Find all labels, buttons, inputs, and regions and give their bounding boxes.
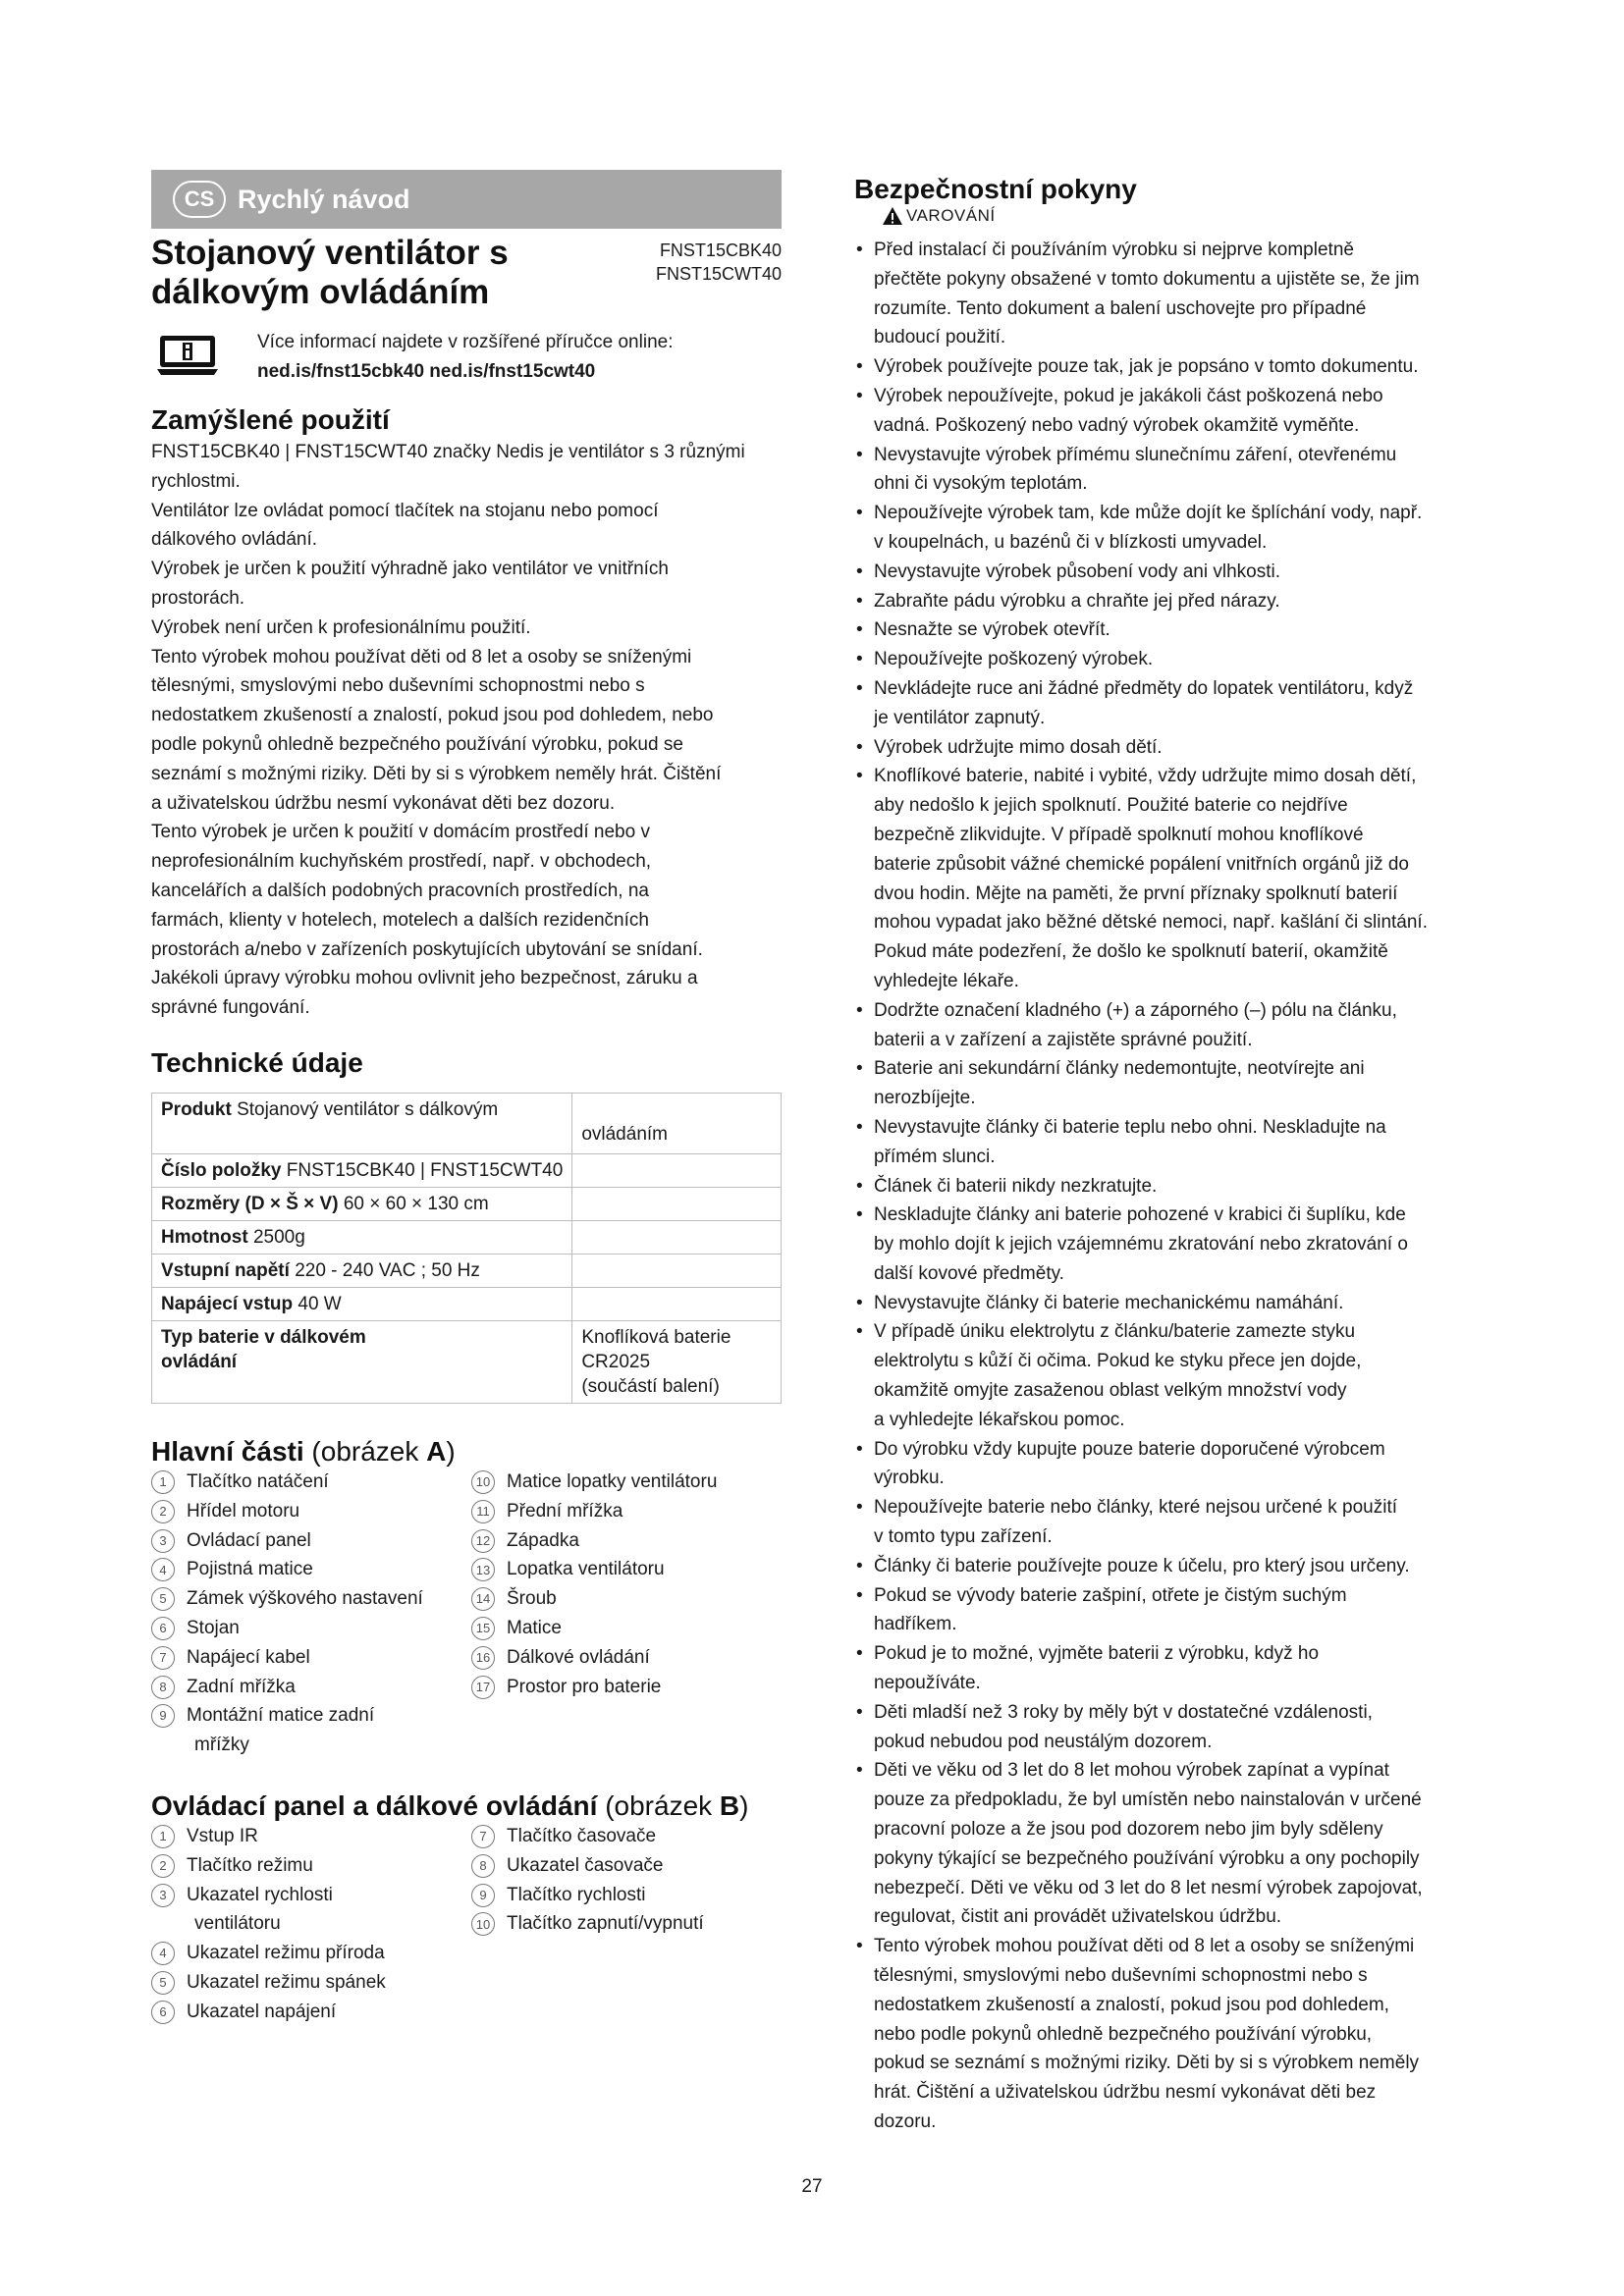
- text-line: farmách, klienty v hotelech, motelech a dalších rezidenčních: [151, 909, 649, 931]
- text-line: Tento výrobek je určen k použití v domácím prostředí nebo v: [151, 822, 650, 843]
- part-label: Šroub: [507, 1588, 557, 1610]
- part-label: Matice: [507, 1617, 562, 1638]
- part-item: [471, 1909, 704, 1939]
- part-label: Ukazatel režimu spánek: [187, 1971, 386, 1993]
- safety-line: okamžitě omyjte zasaženou oblast velkým množství vody: [874, 1380, 1347, 1402]
- safety-line: • Zabraňte pádu výrobku a chraňte jej před nárazy.: [874, 590, 1280, 612]
- safety-item: [854, 762, 1483, 995]
- safety-line: by mohlo dojít k jejich vzájemnému zkratování nebo zkratování o: [874, 1234, 1408, 1255]
- part-item: [151, 1526, 423, 1556]
- part-number: 7: [151, 1646, 175, 1670]
- part-number: 14: [471, 1587, 495, 1611]
- safety-item: [854, 615, 1483, 645]
- part-number: 17: [471, 1676, 495, 1699]
- safety-item: [854, 645, 1483, 674]
- spec-value: 220 - 240 VAC ; 50 Hz: [295, 1260, 480, 1281]
- part-label: Hřídel motoru: [187, 1500, 300, 1522]
- quick-guide-title: Rychlý návod: [238, 184, 410, 214]
- safety-item: [854, 236, 1483, 352]
- spec-cell: [152, 1321, 572, 1404]
- safety-line: ohni či vysokým teplotám.: [874, 473, 1088, 495]
- spec-cell: [152, 1188, 572, 1221]
- part-label: Ukazatel rychlosti: [187, 1884, 333, 1905]
- safety-line: přečtěte pokyny obsažené v tomto dokumentu a ujistěte se, že jim: [874, 268, 1420, 290]
- part-item: [471, 1526, 717, 1556]
- safety-line: • Nepoužívejte poškozený výrobek.: [874, 649, 1154, 670]
- spec-label: Rozměry (D × Š × V): [161, 1194, 339, 1214]
- safety-line: • Nepoužívejte baterie nebo články, které nejsou určené k použití: [874, 1497, 1398, 1519]
- part-label: Západka: [507, 1529, 579, 1551]
- safety-line: • Baterie ani sekundární články nedemontujte, neotvírejte ani: [874, 1058, 1365, 1080]
- part-number: 6: [151, 2001, 175, 2024]
- text-line: neprofesionálním kuchyňském prostředí, např. v obchodech,: [151, 851, 652, 873]
- text-line: prostorách a/nebo v zařízeních poskytujících ubytování se snídaní.: [151, 938, 703, 960]
- part-label: Zadní mřížka: [187, 1676, 296, 1697]
- safety-line: • Nevystavujte výrobek přímému slunečnímu záření, otevřenému: [874, 444, 1397, 465]
- part-label: Tlačítko rychlosti: [507, 1884, 646, 1905]
- part-number: 9: [471, 1884, 495, 1907]
- part-item: [151, 1584, 423, 1614]
- tech-specs-heading: Technické údaje: [151, 1047, 363, 1078]
- safety-line: pokud se seznámí s možnými riziky. Děti by si s výrobkem neměly: [874, 2053, 1420, 2074]
- spec-row: [152, 1094, 782, 1154]
- product-codes: FNST15CBK40 FNST15CWT40: [655, 240, 782, 284]
- safety-list: [854, 236, 1483, 2137]
- safety-line: Pokud máte podezření, že došlo ke spolknutí baterií, okamžitě: [874, 941, 1388, 963]
- part-label: Tlačítko časovače: [507, 1826, 657, 1846]
- part-label: Stojan: [187, 1617, 240, 1638]
- manual-icon: [157, 334, 218, 377]
- spec-row: [152, 1255, 782, 1288]
- part-item: [471, 1643, 717, 1673]
- spec-cell: [152, 1154, 572, 1188]
- spec-label: [161, 1350, 563, 1374]
- part-item: [471, 1822, 704, 1851]
- safety-item: [854, 499, 1483, 558]
- part-label: Ukazatel napájení: [187, 2001, 337, 2022]
- spec-cell: [572, 1221, 782, 1255]
- safety-item: [854, 587, 1483, 616]
- safety-line: výrobku.: [874, 1468, 945, 1489]
- language-header-bar: [151, 170, 782, 229]
- safety-item: [854, 1932, 1483, 2137]
- safety-line: přímém slunci.: [874, 1146, 996, 1167]
- spec-value: 2500g: [252, 1227, 305, 1248]
- safety-line: • Knoflíkové baterie, nabité i vybité, vždy udržujte mimo dosah dětí,: [874, 766, 1417, 787]
- safety-line: • Děti mladší než 3 roky by měly být v dostatečné vzdálenosti,: [874, 1701, 1373, 1723]
- text-line: tělesnými, smyslovými nebo duševními schopnostmi nebo s: [151, 675, 645, 697]
- safety-line: elektrolytu s kůží či očima. Pokud ke styku přece jen dojde,: [874, 1351, 1362, 1372]
- text-line: Jakékoli úpravy výrobku mohou ovlivnit jeho bezpečnost, záruku a: [151, 968, 698, 989]
- part-number: 9: [151, 1704, 175, 1728]
- part-number: 10: [471, 1470, 495, 1494]
- text-line: nedostatkem zkušeností a znalostí, pokud jsou pod dohledem, nebo: [151, 705, 714, 726]
- spec-value-cont: ovládáním: [581, 1124, 668, 1145]
- part-label: Tlačítko režimu: [187, 1854, 313, 1876]
- safety-line: hrát. Čištění a uživatelskou údržbu nesmí vykonávat děti bez: [874, 2082, 1377, 2104]
- part-item: [151, 1701, 423, 1731]
- part-label: Matice lopatky ventilátoru: [507, 1471, 718, 1492]
- safety-item: [854, 1639, 1483, 1698]
- text-line: prostorách.: [151, 587, 245, 609]
- part-item: [471, 1881, 704, 1910]
- language-badge: CS: [173, 181, 226, 218]
- part-label: Tlačítko natáčení: [187, 1471, 329, 1492]
- part-label: Ukazatel režimu příroda: [187, 1943, 385, 1964]
- safety-line: další kovové předměty.: [874, 1262, 1064, 1284]
- part-item: [471, 1555, 717, 1584]
- part-number: 2: [151, 1500, 175, 1523]
- part-label-cont: ventilátoru: [194, 1913, 281, 1935]
- part-item: [151, 1881, 386, 1910]
- safety-line: budoucí použití.: [874, 327, 1006, 348]
- text-line: rychlostmi.: [151, 470, 241, 492]
- safety-line: • Nepoužívejte výrobek tam, kde může dojít ke šplíchání vody, např.: [874, 503, 1423, 524]
- part-label: Ukazatel časovače: [507, 1854, 664, 1876]
- part-number: 1: [151, 1470, 175, 1494]
- part-number: 1: [151, 1825, 175, 1848]
- safety-line: • Nevystavujte výrobek působení vody ani vlhkosti.: [874, 561, 1280, 582]
- safety-item: [854, 996, 1483, 1055]
- warning-triangle-icon: [882, 206, 903, 226]
- safety-line: • Tento výrobek mohou používat děti od 8 let a osoby se sníženými: [874, 1936, 1415, 1957]
- text-line: dálkového ovládání.: [151, 529, 318, 551]
- part-number: 15: [471, 1617, 495, 1640]
- part-item: [151, 1614, 423, 1643]
- spec-label: Číslo položky: [161, 1160, 282, 1181]
- warning-label: VAROVÁNÍ: [882, 206, 996, 226]
- part-item: [471, 1468, 717, 1497]
- intended-use-text: [151, 438, 782, 1023]
- safety-line: pracovní poloze a že jsou pod dozorem nebo jim byly sděleny: [874, 1819, 1383, 1841]
- spec-cell: [152, 1221, 572, 1255]
- safety-line: • Nesnažte se výrobek otevřít.: [874, 619, 1110, 641]
- part-label: Prostor pro baterie: [507, 1676, 662, 1697]
- safety-item: [854, 352, 1483, 382]
- safety-line: baterii a v zařízení a zajistěte správné použití.: [874, 1029, 1253, 1050]
- part-item: [471, 1851, 704, 1881]
- text-line: FNST15CBK40 | FNST15CWT40 značky Nedis je ventilátor s 3 různými: [151, 442, 745, 462]
- spec-cell: [152, 1094, 572, 1154]
- spec-value: Stojanový ventilátor s dálkovým: [237, 1099, 499, 1120]
- safety-line: • Články či baterie používejte pouze k účelu, pro který jsou určeny.: [874, 1555, 1410, 1576]
- spec-row: [152, 1221, 782, 1255]
- part-number: 12: [471, 1529, 495, 1553]
- spec-cell: [572, 1154, 782, 1188]
- part-number: 11: [471, 1500, 495, 1523]
- part-number: 3: [151, 1884, 175, 1907]
- spec-cell: [152, 1255, 572, 1288]
- spec-cell: [572, 1188, 782, 1221]
- safety-line: nepoužíváte.: [874, 1673, 981, 1694]
- part-item: [151, 1968, 386, 1998]
- part-number: 10: [471, 1912, 495, 1936]
- safety-line: nebezpečí. Děti ve věku od 3 let do 8 let nesmí výrobek zapojovat,: [874, 1877, 1423, 1898]
- part-number: 5: [151, 1971, 175, 1995]
- safety-item: [854, 1201, 1483, 1288]
- online-manual-info: Více informací najdete v rozšířené příručce online: ned.is/fnst15cbk40 ned.is/fnst15cwt40: [257, 332, 674, 382]
- safety-line: • Článek či baterii nikdy nezkratujte.: [874, 1175, 1158, 1197]
- spec-label: Hmotnost: [161, 1227, 248, 1248]
- safety-item: [854, 674, 1483, 733]
- spec-value: Knoflíková baterie CR2025: [581, 1327, 731, 1372]
- part-number: 16: [471, 1646, 495, 1670]
- safety-line: • V případě úniku elektrolytu z článku/baterie zamezte styku: [874, 1321, 1356, 1343]
- part-item: [471, 1673, 717, 1702]
- safety-line: • Výrobek nepoužívejte, pokud je jakákoli část poškozená nebo: [874, 385, 1383, 406]
- text-line: Tento výrobek mohou používat děti od 8 let a osoby se sníženými: [151, 646, 692, 667]
- safety-line: pokyny týkající se bezpečného používání výrobku a ony pochopily: [874, 1847, 1420, 1869]
- safety-line: aby nedošlo k jejich spolknutí. Použité baterie co nejdříve: [874, 795, 1348, 817]
- page-number: 27: [801, 2176, 823, 2197]
- safety-item: [854, 1289, 1483, 1318]
- part-item: [151, 1851, 386, 1881]
- safety-line: v tomto typu zařízení.: [874, 1526, 1053, 1548]
- spec-value: (součástí balení): [581, 1376, 720, 1397]
- safety-item: [854, 1493, 1483, 1552]
- text-line: kancelářích a dalších podobných pracovních prostředích, na: [151, 880, 649, 901]
- part-label: Přední mřížka: [507, 1500, 623, 1522]
- part-number: 6: [151, 1617, 175, 1640]
- safety-item: [854, 1581, 1483, 1640]
- safety-heading: Bezpečnostní pokyny: [854, 174, 1137, 204]
- part-item: [151, 1822, 386, 1851]
- part-item: [151, 1643, 423, 1673]
- intended-use-heading: Zamýšlené použití: [151, 404, 390, 435]
- part-item: [151, 1998, 386, 2027]
- safety-line: bezpečně zlikvidujte. V případě spolknutí mohou knoflíkové: [874, 824, 1364, 845]
- manual-links[interactable]: ned.is/fnst15cbk40 ned.is/fnst15cwt40: [257, 361, 596, 382]
- safety-line: nedostatkem zkušeností a znalostí, pokud jsou pod dohledem,: [874, 1994, 1389, 2015]
- safety-line: nerozbíjejte.: [874, 1088, 976, 1109]
- part-label: Pojistná matice: [187, 1559, 313, 1580]
- part-number: 13: [471, 1558, 495, 1581]
- part-item: [471, 1614, 717, 1643]
- safety-item: [854, 1435, 1483, 1494]
- spec-value: FNST15CBK40 | FNST15CWT40: [286, 1160, 564, 1181]
- spec-label: Napájecí vstup: [161, 1294, 294, 1314]
- spec-label: Produkt: [161, 1099, 232, 1120]
- part-label: Tlačítko zapnutí/vypnutí: [507, 1913, 704, 1935]
- safety-line: hadříkem.: [874, 1614, 957, 1635]
- safety-item: [854, 733, 1483, 763]
- part-number: 5: [151, 1587, 175, 1611]
- part-item: [151, 1939, 386, 1968]
- spec-label: [161, 1325, 563, 1350]
- safety-line: nebo podle pokynů ohledně bezpečného používání výrobku,: [874, 2023, 1373, 2045]
- spec-label: Vstupní napětí: [161, 1260, 290, 1281]
- spec-cell: [572, 1255, 782, 1288]
- safety-item: [854, 1698, 1483, 1757]
- part-item: [151, 1497, 423, 1526]
- text-line: Výrobek je určen k použití výhradně jako ventilátor ve vnitřních: [151, 559, 669, 580]
- text-line: seznámí s možnými riziky. Děti by si s výrobkem neměly hrát. Čištění: [151, 763, 722, 784]
- spec-label-text: ovládání: [161, 1352, 238, 1372]
- part-item: [151, 1673, 423, 1702]
- part-item: [471, 1497, 717, 1526]
- safety-line: a vyhledejte lékařskou pomoc.: [874, 1409, 1125, 1430]
- spec-row: [152, 1154, 782, 1188]
- part-label: Vstup IR: [187, 1826, 258, 1846]
- main-parts-heading: Hlavní části (obrázek A): [151, 1436, 456, 1467]
- safety-item: [854, 441, 1483, 500]
- safety-line: • Nevystavujte články či baterie mechanickému namáhání.: [874, 1292, 1344, 1313]
- control-parts-heading: Ovládací panel a dálkové ovládání (obrázek B): [151, 1790, 749, 1821]
- spec-row: [152, 1321, 782, 1404]
- safety-item: [854, 1113, 1483, 1172]
- safety-line: • Nevkládejte ruce ani žádné předměty do lopatek ventilátoru, když: [874, 677, 1414, 699]
- spec-row: [152, 1188, 782, 1221]
- part-label: Napájecí kabel: [187, 1646, 310, 1668]
- spec-value: 60 × 60 × 130 cm: [343, 1194, 489, 1214]
- tech-specs-table: [151, 1093, 782, 1404]
- part-number: 7: [471, 1825, 495, 1848]
- safety-line: je ventilátor zapnutý.: [874, 707, 1046, 728]
- safety-line: • Nevystavujte články či baterie teplu nebo ohni. Neskladujte na: [874, 1116, 1386, 1138]
- safety-line: • Neskladujte články ani baterie pohozené v krabici či šuplíku, kde: [874, 1204, 1406, 1226]
- safety-line: mohou vypadat jako běžné dětské nemoci, např. kašlání či slintání.: [874, 912, 1428, 934]
- safety-line: • Výrobek používejte pouze tak, jak je popsáno v tomto dokumentu.: [874, 356, 1419, 378]
- safety-line: dozoru.: [874, 2111, 937, 2132]
- safety-line: vadná. Poškozený nebo vadný výrobek okamžitě vyměňte.: [874, 414, 1360, 436]
- text-line: a uživatelskou údržbu nesmí vykonávat děti bez dozoru.: [151, 792, 616, 814]
- safety-line: • Dodržte označení kladného (+) a záporného (–) pólu na článku,: [874, 999, 1397, 1021]
- text-line: podle pokynů ohledně bezpečného používání výrobku, pokud se: [151, 733, 683, 755]
- spec-label-text: Typ baterie v dálkovém: [161, 1327, 366, 1348]
- safety-line: pokud nebudou pod neustálým dozorem.: [874, 1731, 1213, 1752]
- safety-line: dvou hodin. Mějte na paměti, že první příznaky spolknutí baterií: [874, 882, 1398, 904]
- part-number: 2: [151, 1854, 175, 1878]
- safety-line: • Děti ve věku od 3 let do 8 let mohou výrobek zapínat a vypínat: [874, 1760, 1389, 1782]
- part-number: 8: [471, 1854, 495, 1878]
- safety-item: [854, 1317, 1483, 1434]
- safety-item: [854, 558, 1483, 587]
- product-title: Stojanový ventilátor s dálkovým ovládáním: [151, 234, 509, 311]
- text-line: Výrobek není určen k profesionálnímu použití.: [151, 616, 531, 638]
- safety-line: pouze za předpokladu, že byl umístěn nebo nainstalován v určené: [874, 1789, 1422, 1811]
- safety-item: [854, 1756, 1483, 1932]
- safety-line: tělesnými, smyslovými nebo duševními schopnostmi nebo s: [874, 1965, 1368, 1987]
- part-label-cont: mřížky: [194, 1735, 249, 1756]
- safety-line: rozumíte. Tento dokument a balení uschovejte pro případné: [874, 297, 1367, 319]
- part-number: 4: [151, 1942, 175, 1965]
- part-label: Dálkové ovládání: [507, 1646, 650, 1668]
- spec-cell: [152, 1288, 572, 1321]
- spec-value: 40 W: [298, 1294, 342, 1314]
- safety-line: vyhledejte lékaře.: [874, 970, 1019, 991]
- part-label: Ovládací panel: [187, 1529, 311, 1551]
- part-label: Montážní matice zadní: [187, 1705, 375, 1727]
- safety-item: [854, 1552, 1483, 1581]
- text-line: správné fungování.: [151, 997, 310, 1019]
- part-item: [151, 1555, 423, 1584]
- safety-line: baterie způsobit vážné chemické popálení vnitřních orgánů již do: [874, 853, 1409, 875]
- spec-cell: [572, 1094, 782, 1154]
- safety-item: [854, 382, 1483, 441]
- text-line: Ventilátor lze ovládat pomocí tlačítek na stojanu nebo pomocí: [151, 500, 659, 521]
- spec-cell: [572, 1288, 782, 1321]
- safety-line: • Pokud je to možné, vyjměte baterii z výrobku, když ho: [874, 1643, 1320, 1665]
- spec-cell: [572, 1321, 782, 1404]
- safety-line: • Do výrobku vždy kupujte pouze baterie doporučené výrobcem: [874, 1438, 1385, 1460]
- spec-row: [152, 1288, 782, 1321]
- part-item: [151, 1468, 423, 1497]
- part-label: Zámek výškového nastavení: [187, 1588, 423, 1610]
- part-number: 3: [151, 1529, 175, 1553]
- safety-item: [854, 1054, 1483, 1113]
- part-label: Lopatka ventilátoru: [507, 1559, 665, 1580]
- part-number: 8: [151, 1676, 175, 1699]
- safety-item: [854, 1172, 1483, 1201]
- safety-line: • Pokud se vývody baterie zašpiní, otřete je čistým suchým: [874, 1584, 1347, 1606]
- safety-line: • Výrobek udržujte mimo dosah dětí.: [874, 736, 1163, 758]
- safety-line: regulovat, čistit ani provádět uživatelskou údržbu.: [874, 1906, 1282, 1928]
- part-item: [471, 1584, 717, 1614]
- safety-line: • Před instalací či používáním výrobku si nejprve kompletně: [874, 240, 1354, 260]
- safety-line: v koupelnách, u bazénů či v blízkosti umyvadel.: [874, 531, 1268, 553]
- part-number: 4: [151, 1558, 175, 1581]
